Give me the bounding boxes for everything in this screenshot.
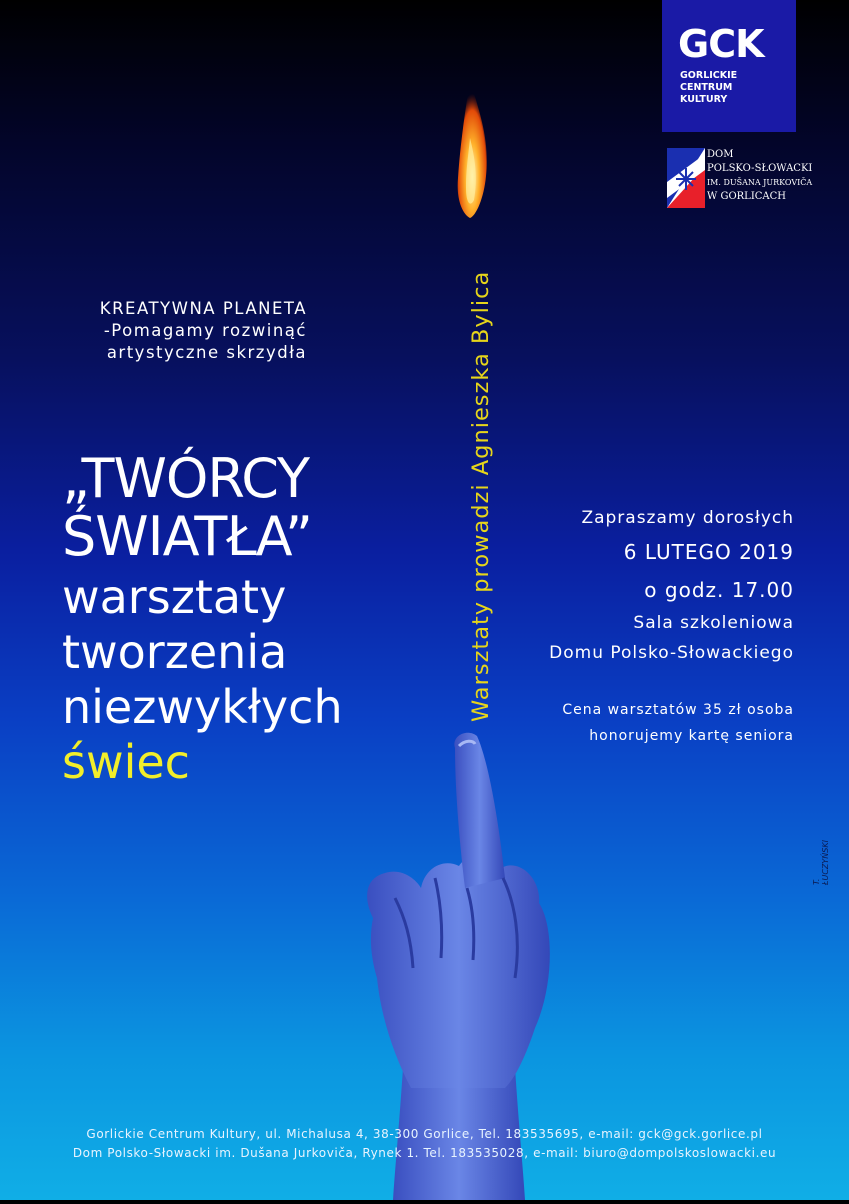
gck-logo-letters: GCK [678, 22, 764, 66]
title-line: ŚWIATŁA” [62, 505, 312, 568]
footer-line: Gorlickie Centrum Kultury, ul. Michalusa 4, 38-300 Gorlice, Tel. 183535695, e-mail: gck@gck.gorlice.pl [86, 1127, 763, 1141]
instructor-vertical-text: Warsztaty prowadzi Agnieszka Bylica [468, 270, 494, 722]
title-highlight: świec [62, 735, 190, 789]
title-line: tworzenia [62, 625, 288, 679]
price-text: Cena warsztatów 35 zł osoba [562, 702, 794, 718]
dom-logo-icon [667, 148, 705, 208]
event-date: 6 LUTEGO 2019 [623, 540, 794, 564]
event-time: o godz. 17.00 [644, 578, 794, 602]
event-room: Sala szkoleniowa [633, 613, 794, 633]
slogan: KREATYWNA PLANETA -Pomagamy rozwinąć artystyczne skrzydła [99, 299, 307, 362]
event-place: Domu Polsko-Słowackiego [549, 643, 794, 663]
dom-logo-text: DOM POLSKO-SŁOWACKI IM. DUŠANA JURKOVIČA W GORLICACH [707, 149, 813, 202]
gck-logo [662, 0, 796, 132]
senior-card-text: honorujemy kartę seniora [589, 728, 794, 744]
artist-signature: T. ŁUCZYŃSKI [812, 840, 830, 885]
title-line: „TWÓRCY [62, 447, 309, 510]
footer-line: Dom Polsko-Słowacki im. Dušana Jurkoviča, Rynek 1. Tel. 183535028, e-mail: biuro@dompolskoslowacki.eu [72, 1146, 777, 1160]
title-line: warsztaty [62, 570, 287, 624]
title-line: niezwykłych [62, 680, 343, 734]
gck-logo-subtitle: GORLICKIE CENTRUM KULTURY [680, 70, 738, 105]
flame-icon [448, 78, 496, 232]
invite-text: Zapraszamy dorosłych [581, 508, 794, 528]
page-title [62, 447, 343, 790]
